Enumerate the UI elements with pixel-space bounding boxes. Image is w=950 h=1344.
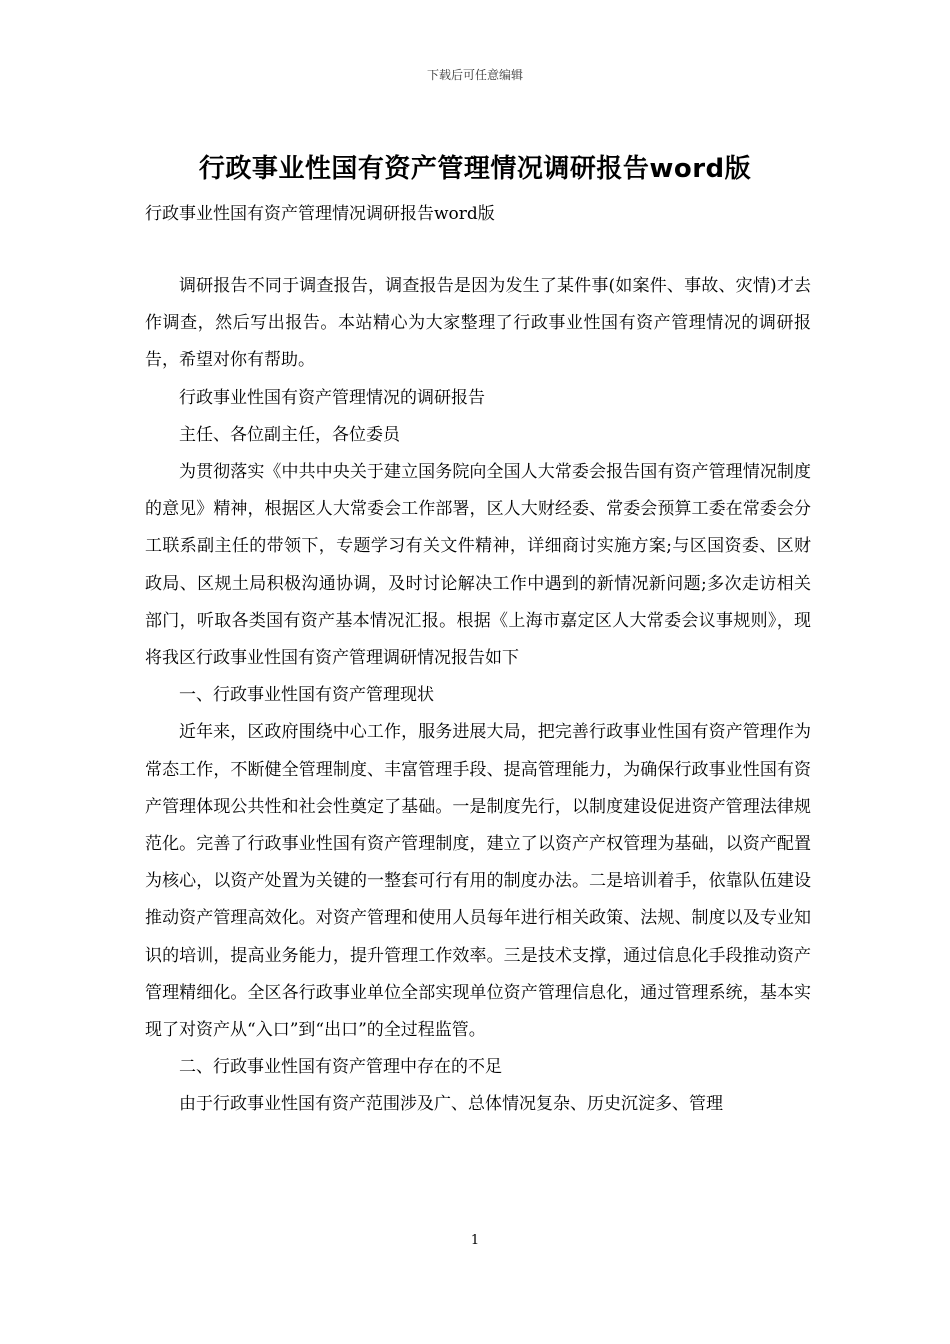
paragraph-shortcomings: 由于行政事业性国有资产范围涉及广、总体情况复杂、历史沉淀多、管理	[179, 1094, 723, 1115]
paragraph-report-title: 行政事业性国有资产管理情况的调研报告	[179, 387, 485, 408]
header-note: 下载后可任意编辑	[426, 68, 523, 82]
document-title: 行政事业性国有资产管理情况调研报告word版	[198, 154, 752, 184]
paragraph-salutation: 主任、各位副主任，各位委员	[179, 424, 400, 445]
document-subtitle: 行政事业性国有资产管理情况调研报告word版	[145, 204, 495, 224]
section-heading-2: 二、行政事业性国有资产管理中存在的不足	[179, 1057, 502, 1078]
paragraph-current-status: 近年来，区政府围绕中心工作，服务进展大局，把完善行政事业性国有资产管理作为常态工作，不断健全管理制度、丰富管理手段、提高管理能力，为确保行政事业性国有资产管理体现公共性和社会性奠定了基础。一是制度先行，以制度建设促进资产管理法律规范化。完善了行政事业性国有资产管理制度，建立了以资产产权管理为基础，以资产配置为核心，以资产处置为关键的一整套可行有用的制度办法。二是培训着手，依靠队伍建设推动资产管理高效化。对资产管理和使用人员每年进行相关政策、法规、制度以及专业知识的培训，提高业务能力，提升管理工作效率。三是技术支撑，通过信息化手段推动资产管理精细化。全区各行政事业单位全部实现单位资产管理信息化，通过管理系统，基本实现了对资产从“入口”到“出口”的全过程监管。	[145, 722, 811, 1041]
page-number: 1	[470, 1233, 480, 1248]
document-body	[145, 268, 811, 1124]
paragraph-background: 为贯彻落实《中共中央关于建立国务院向全国人大常委会报告国有资产管理情况制度的意见》精神，根据区人大常委会工作部署，区人大财经委、常委会预算工委在常委会分工联系副主任的带领下，专题学习有关文件精神，详细商讨实施方案;与区国资委、区财政局、区规土局积极沟通协调，及时讨论解决工作中遇到的新情况新问题;多次走访相关部门，听取各类国有资产基本情况汇报。根据《上海市嘉定区人大常委会议事规则》，现将我区行政事业性国有资产管理调研情况报告如下	[145, 462, 811, 669]
paragraph-intro: 调研报告不同于调查报告，调查报告是因为发生了某件事(如案件、事故、灾情)才去作调查，然后写出报告。本站精心为大家整理了行政事业性国有资产管理情况的调研报告，希望对你有帮助。	[145, 276, 811, 371]
section-heading-1: 一、行政事业性国有资产管理现状	[179, 685, 434, 706]
